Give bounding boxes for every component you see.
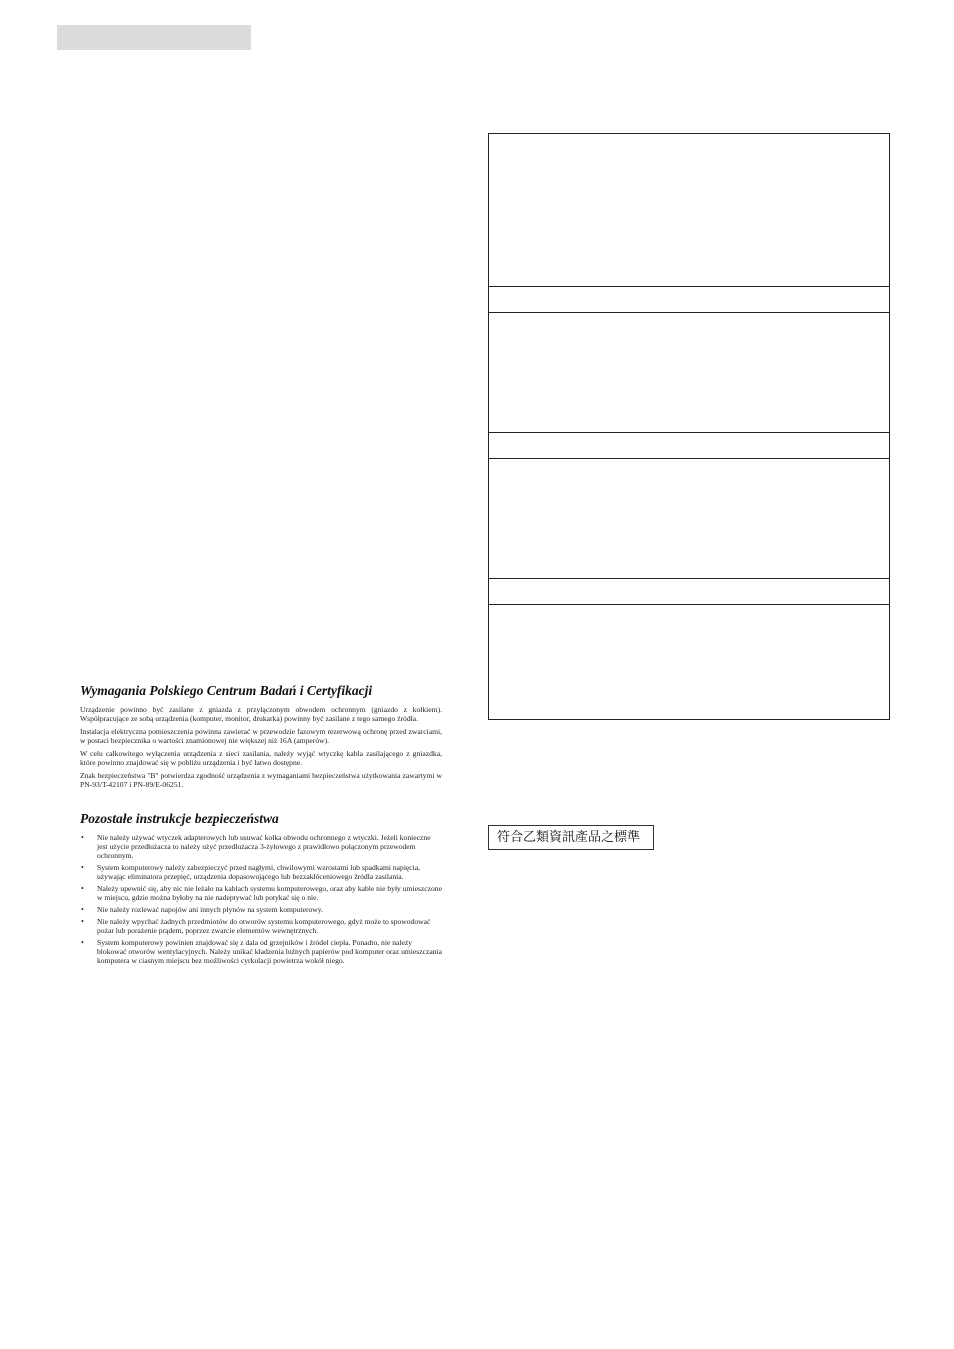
table-row: [489, 605, 889, 719]
bullet-icon: •: [81, 833, 84, 842]
safety-instructions-list: [80, 833, 442, 965]
taiwan-class-b-label: 符合乙類資訊產品之標準: [488, 825, 654, 850]
table-row: [489, 287, 889, 313]
polish-paragraph-4: Znak bezpieczeństwa "B" potwierdza zgodność urządzenia z wymaganiami bezpieczeństwa użytkowania zawartymi w PN-93/T-42107 i PN-89/E-06251.: [80, 771, 442, 789]
bullet-icon: •: [81, 905, 84, 914]
instruction-text: System komputerowy należy zabezpieczyć przed nagłymi, chwilowymi wzrostami lub spadkami napięcia, używając eliminatora przepięć, urządzenia dopasowującego lub bezzakłóceniowego źródła zasilania.: [97, 863, 421, 881]
bullet-icon: •: [81, 938, 84, 947]
list-item: [80, 833, 442, 860]
instruction-text: Nie należy używać wtyczek adapterowych lub usuwać kołka obwodu ochronnego z wtyczki. Jeżeli konieczne jest użycie przedłużacza to należy użyć przedłużacza 3-żyłowego z prawidłowo połączonym przewodem ochronnym.: [97, 833, 431, 860]
list-item: [80, 917, 442, 935]
table-row: [489, 433, 889, 459]
other-safety-title: Pozostałe instrukcje bezpieczeństwa: [80, 811, 279, 826]
bullet-icon: •: [81, 917, 84, 926]
polish-paragraph-1: Urządzenie powinno być zasilane z gniazda z przyłączonym obwodem ochronnym (gniazdo z kołkiem). Współpracujące ze sobą urządzenia (komputer, monitor, drukarka) powinny być zasilane z tego samego źródła.: [80, 705, 442, 723]
bullet-icon: •: [81, 863, 84, 872]
instruction-text: Nie należy rozlewać napojów ani innych płynów na system komputerowy.: [97, 905, 323, 914]
table-row: [489, 579, 889, 605]
list-item: [80, 938, 442, 965]
instruction-text: Należy upewnić się, aby nic nie leżało na kablach systemu komputerowego, oraz aby kable nie były umieszczone w miejscu, gdzie można byłoby na nie nadeptywać lub potykać się o nie.: [97, 884, 442, 902]
list-item: [80, 884, 442, 902]
bordered-table: [488, 133, 890, 720]
list-item: [80, 863, 442, 881]
instruction-text: System komputerowy powinien znajdować się z dala od grzejników i źródeł ciepła. Ponadto, nie należy blokować otworów wentylacyjnych. Należy unikać kładzenia luźnych papierów pod komputer oraz umieszczania komputera w ciasnym miejscu bez możliwości cyrkulacji powietrza wokół niego.: [97, 938, 442, 965]
instruction-text: Nie należy wpychać żadnych przedmiotów do otworów systemu komputerowego, gdyż może to spowodować pożar lub porażenie prądem, poprzez zwarcie elementów wewnętrznych.: [97, 917, 431, 935]
table-row: [489, 313, 889, 433]
polish-paragraph-2: Instalacja elektryczna pomieszczenia powinna zawierać w przewodzie fazowym rezerwową ochronę przed zwarciami, w postaci bezpiecznika o wartości znamionowej nie większej niż 16A (amperów).: [80, 727, 442, 745]
table-row: [489, 134, 889, 287]
polish-section-title: Wymagania Polskiego Centrum Badań i Certyfikacji: [80, 683, 373, 698]
bullet-icon: •: [81, 884, 84, 893]
list-item: [80, 905, 442, 914]
polish-paragraph-3: W celu całkowitego wyłączenia urządzenia z sieci zasilania, należy wyjąć wtyczkę kabla zasilającego z gniazdka, które powinno znajdować się w pobliżu urządzenia i być łatwo dostępne.: [80, 749, 442, 767]
header-bar: [57, 25, 251, 50]
polish-certification-section: [80, 683, 442, 968]
table-row: [489, 459, 889, 579]
